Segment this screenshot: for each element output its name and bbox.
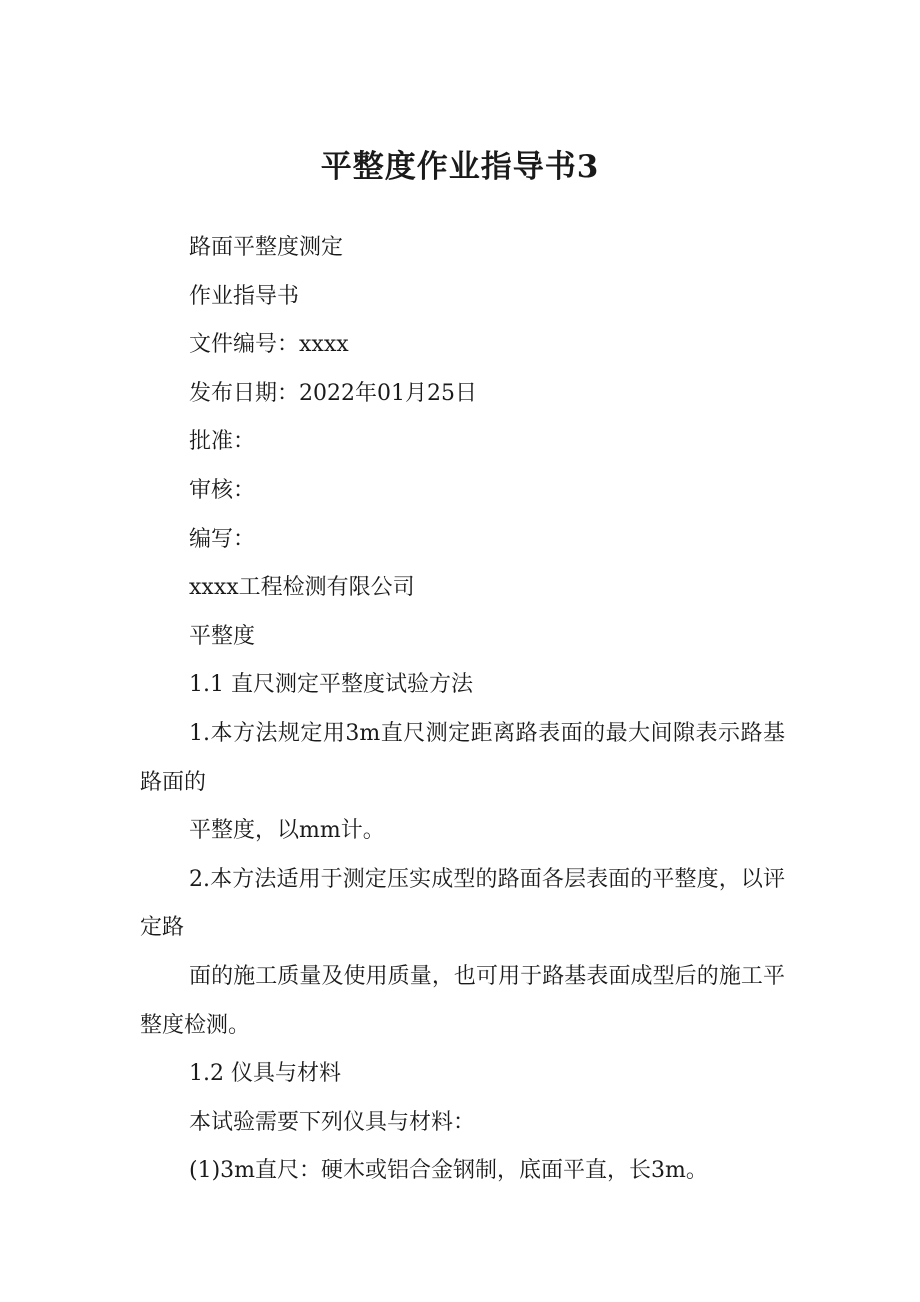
paragraph-review: 审核：	[189, 477, 256, 503]
paragraph-item-1: 1.本方法规定用3m直尺测定距离路表面的最大间隙表示路基路面的	[140, 720, 785, 795]
paragraph-doc-type: 作业指导书	[189, 283, 300, 309]
paragraph-subject: 路面平整度测定	[189, 235, 344, 260]
document-title: 平整度作业指导书3	[320, 149, 600, 185]
paragraph-item-2: 2.本方法适用于测定压实成型的路面各层表面的平整度，以评定路	[140, 866, 785, 941]
paragraph-material-1: (1)3m直尺：硬木或铝合金钢制，底面平直，长3m。	[189, 1158, 708, 1184]
document-body	[140, 224, 785, 1196]
paragraph-company: xxxx工程检测有限公司	[189, 575, 415, 601]
paragraph-subsection-1-2: 1.2 仪具与材料	[189, 1061, 341, 1087]
paragraph-section-heading: 平整度	[189, 623, 256, 649]
paragraph-subsection-1-1: 1.1 直尺测定平整度试验方法	[189, 672, 473, 698]
paragraph-item-1-continued: 平整度，以mm计。	[189, 818, 385, 844]
paragraph-item-2-continued: 面的施工质量及使用质量，也可用于路基表面成型后的施工平整度检测。	[140, 963, 785, 1038]
paragraph-approval: 批准：	[189, 429, 256, 455]
paragraph-file-number: 文件编号：xxxx	[189, 332, 349, 358]
paragraph-author: 编写：	[189, 526, 256, 552]
paragraph-materials-intro: 本试验需要下列仪具与材料：	[189, 1109, 476, 1135]
paragraph-release-date: 发布日期：2022年01月25日	[189, 380, 477, 406]
